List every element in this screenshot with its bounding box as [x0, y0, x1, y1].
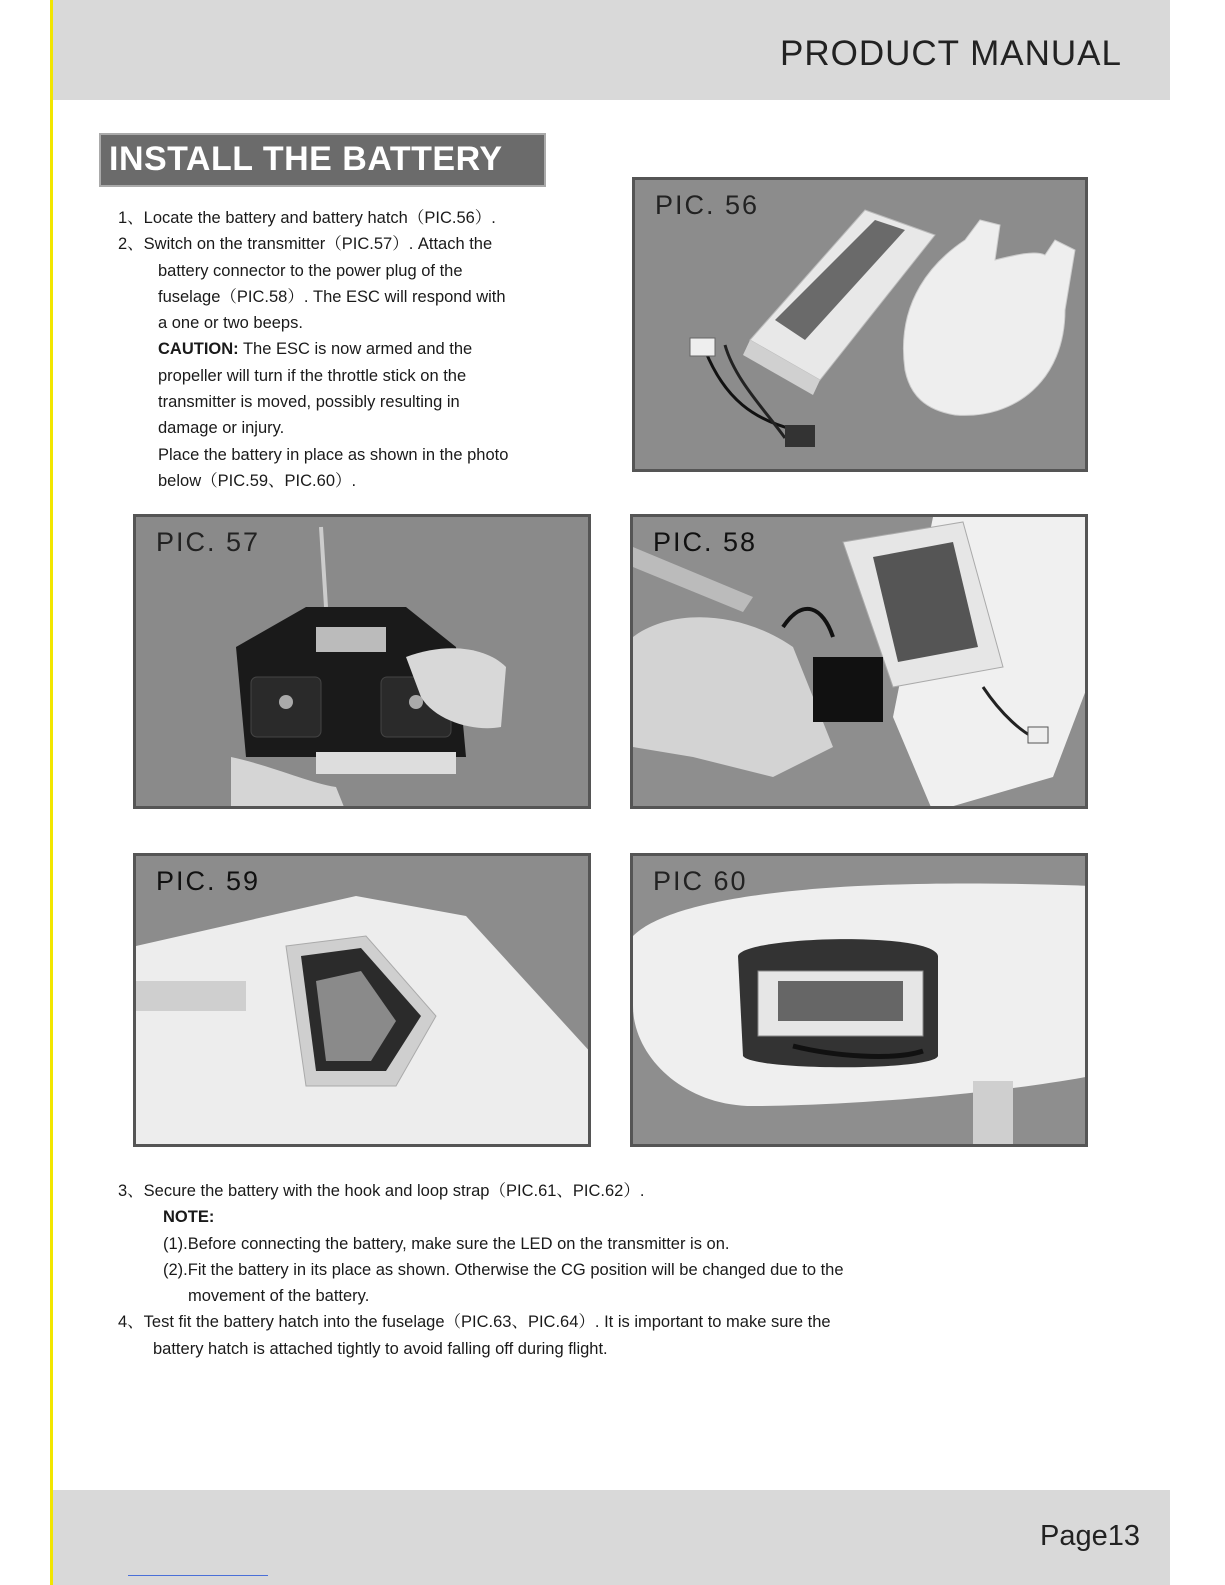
- step-4-line-2: battery hatch is attached tightly to avoid falling off during flight.: [153, 1339, 608, 1358]
- section-title: INSTALL THE BATTERY: [109, 140, 503, 178]
- pic-60-label: PIC 60: [653, 866, 748, 896]
- instructions-top: [118, 205, 630, 494]
- battery-compartment-image: [633, 856, 1088, 1147]
- margin-line: [50, 0, 53, 1585]
- connector-image: [633, 517, 1088, 809]
- step-2-line-2: battery connector to the power plug of the: [158, 261, 463, 280]
- header-title: PRODUCT MANUAL: [779, 34, 1122, 73]
- caution-line-4: damage or injury.: [158, 419, 285, 438]
- pic-58-label: PIC. 58: [653, 527, 758, 557]
- instructions-bottom: [118, 1178, 1103, 1362]
- step-2-line-4: a one or two beeps.: [158, 314, 303, 333]
- pic-59-label: PIC. 59: [156, 866, 261, 896]
- photo-pic-58: [630, 514, 1088, 809]
- note-2-line-1: (2).Fit the battery in its place as shown. Otherwise the CG position will be changed due to the: [163, 1260, 844, 1279]
- bottom-link-line: [128, 1575, 268, 1576]
- step-4-line-1: 4、Test fit the battery hatch into the fuselage（PIC.63、PIC.64）. It is important to make sure the: [118, 1313, 831, 1332]
- note-2-line-2: movement of the battery.: [188, 1287, 370, 1306]
- place-line-1: Place the battery in place as shown in the photo: [158, 445, 509, 464]
- battery-in-fuselage-image: [136, 856, 591, 1147]
- step-3: 3、Secure the battery with the hook and loop strap（PIC.61、PIC.62）.: [118, 1182, 645, 1200]
- page-footer: [53, 1490, 1170, 1585]
- pic-56-label: PIC. 56: [655, 190, 760, 220]
- battery-and-hatch-image: [635, 180, 1088, 472]
- photo-pic-57: [133, 514, 591, 809]
- caution-text-1: The ESC is now armed and the: [238, 340, 473, 359]
- step-1: 1、Locate the battery and battery hatch（PIC.56）.: [118, 209, 496, 227]
- photo-pic-60: [630, 853, 1088, 1147]
- caution-line-2: propeller will turn if the throttle stick on the: [158, 366, 467, 385]
- note-label-text: NOTE:: [163, 1208, 215, 1227]
- note-label: [118, 1204, 1103, 1230]
- note-1: (1).Before connecting the battery, make sure the LED on the transmitter is on.: [163, 1234, 730, 1253]
- section-heading-box: [99, 133, 546, 187]
- transmitter-image: [136, 517, 591, 809]
- step-2-line-1: 2、Switch on the transmitter（PIC.57）. Attach the: [118, 235, 493, 254]
- caution-line-1: [118, 336, 630, 362]
- photo-pic-59: [133, 853, 591, 1147]
- page-header: [53, 0, 1170, 100]
- caution-line-3: transmitter is moved, possibly resulting in: [158, 393, 460, 412]
- page-number: Page13: [1040, 1520, 1140, 1552]
- pic-57-label: PIC. 57: [156, 527, 261, 557]
- caution-label: CAUTION:: [158, 340, 239, 359]
- photo-pic-56: [632, 177, 1088, 472]
- place-line-2: below（PIC.59、PIC.60）.: [158, 471, 357, 490]
- step-2-line-3: fuselage（PIC.58）. The ESC will respond with: [158, 287, 506, 306]
